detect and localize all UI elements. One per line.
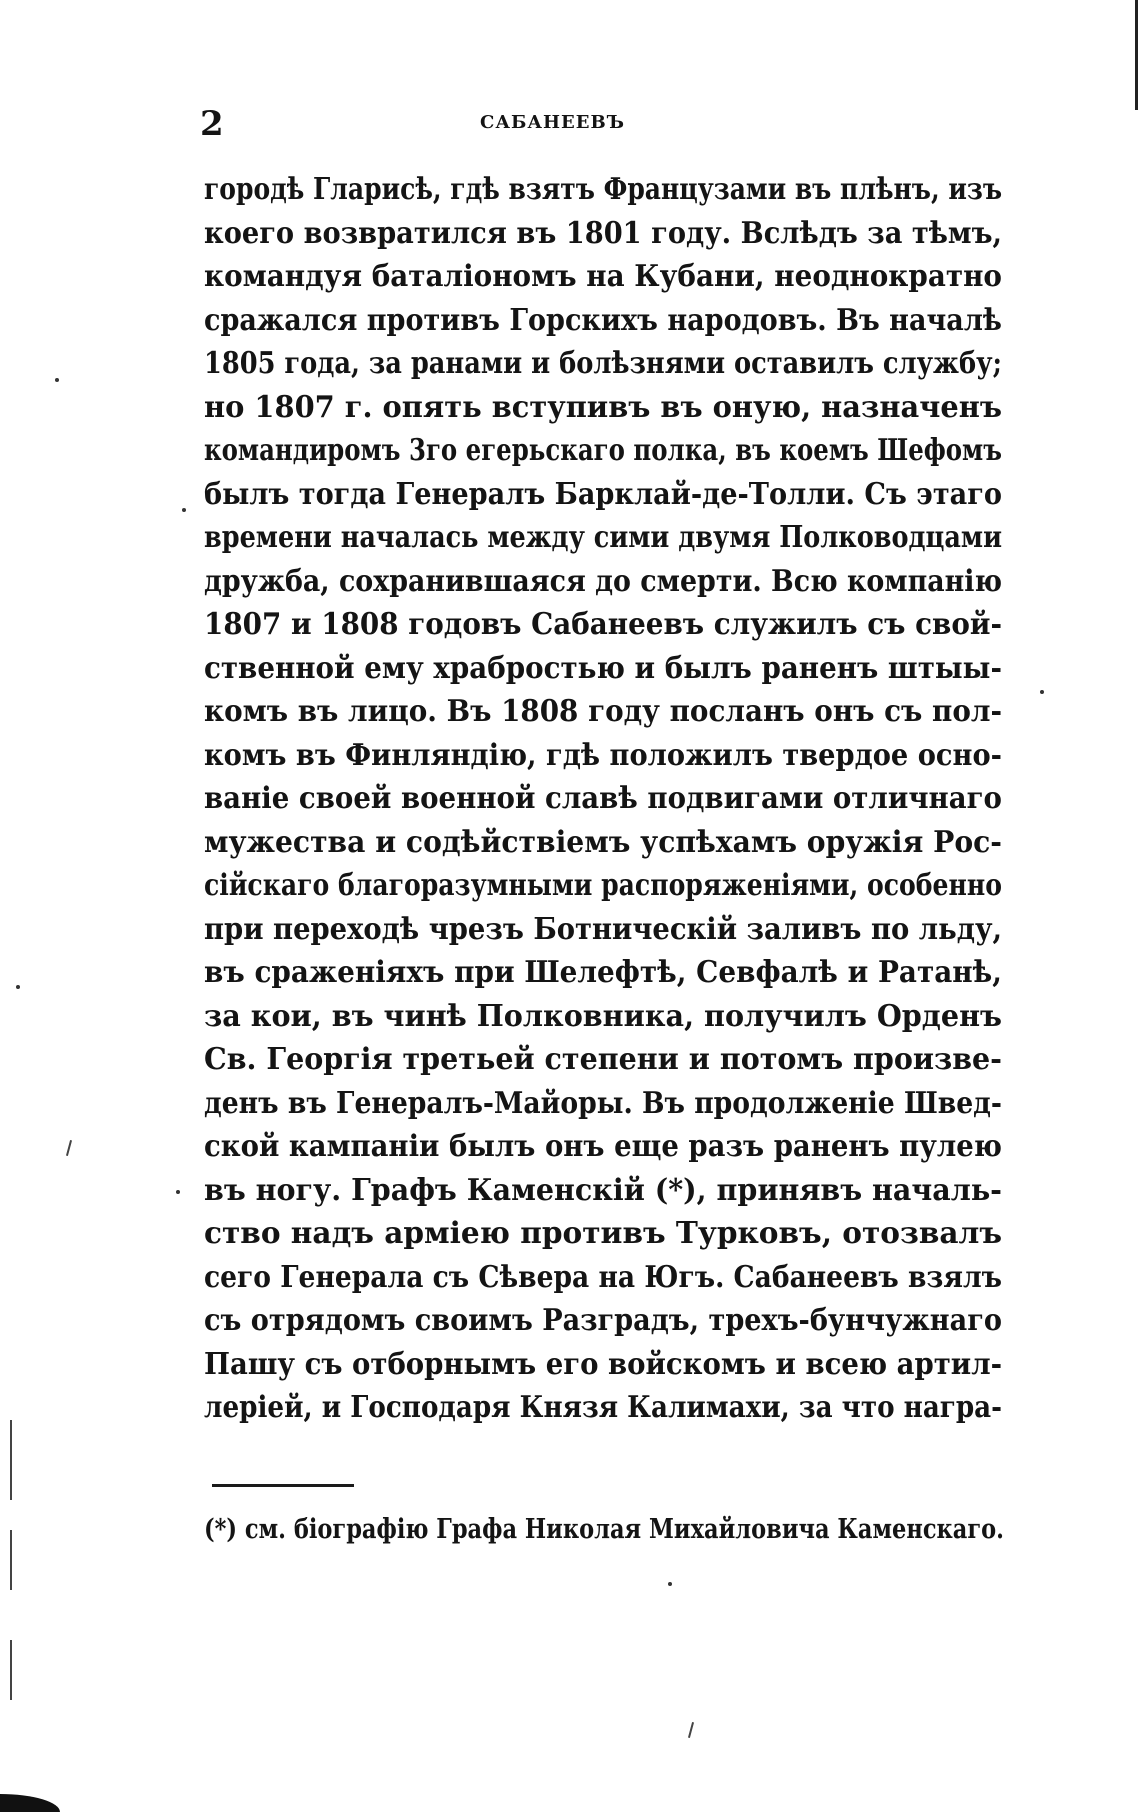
text-line: ской кампаніи былъ онъ еще разъ раненъ пулею xyxy=(204,1129,1002,1164)
text-line: городѣ Гларисѣ, гдѣ взятъ Французами въ плѣнъ, изъ xyxy=(204,172,1003,207)
scan-speck xyxy=(16,985,20,989)
text-line: комъ въ лицо. Въ 1808 году посланъ онъ съ пол- xyxy=(204,694,1003,729)
text-line: въ ногу. Графъ Каменскій (*), принявъ началь- xyxy=(204,1172,1003,1208)
text-line: комъ въ Финляндію, гдѣ положилъ твердое осно- xyxy=(204,737,1002,773)
page-number: 2 xyxy=(200,104,224,144)
text-line: леріей, и Господаря Князя Калимахи, за что награ- xyxy=(204,1390,1003,1425)
footnote-rule xyxy=(212,1484,354,1487)
text-line: денъ въ Генералъ-Майоры. Въ продолженіе Швед- xyxy=(204,1085,1002,1121)
text-line: за кои, въ чинѣ Полковника, получилъ Орденъ xyxy=(204,998,1002,1034)
text-line: коего возвратился въ 1801 году. Вслѣдъ за тѣмъ, xyxy=(204,215,1003,251)
scan-edge-mark xyxy=(10,1420,12,1500)
text-line: ственной ему храбростью и былъ раненъ штыы- xyxy=(204,650,1002,686)
text-line: сего Генерала съ Сѣвера на Югъ. Сабанеевъ взялъ xyxy=(204,1259,1003,1295)
scan-speck xyxy=(176,1190,180,1194)
text-line: Св. Георгія третьей степени и потомъ произве- xyxy=(204,1042,1003,1077)
text-line: Пашу съ отборнымъ его войскомъ и всею артил- xyxy=(204,1346,1003,1382)
text-line: былъ тогда Генералъ Барклай-де-Толли. Съ этаго xyxy=(204,476,1002,512)
text-line: но 1807 г. опять вступивъ въ оную, назначенъ xyxy=(204,389,1002,425)
scan-edge-mark xyxy=(10,1530,12,1590)
text-line: командиромъ 3го егерьскаго полка, въ коемъ Шефомъ xyxy=(204,433,1002,468)
scan-speck xyxy=(182,508,186,512)
text-line: съ отрядомъ своимъ Разградъ, трехъ-бунчужнаго xyxy=(204,1303,1002,1338)
footnote: (*) см. біографію Графа Николая Михайловича Каменскаго. xyxy=(204,1514,1004,1545)
text-line: мужества и содѣйствіемъ успѣхамъ оружія Рос- xyxy=(204,824,1002,860)
text-line: 1807 и 1808 годовъ Сабанеевъ служилъ съ свой- xyxy=(204,607,1003,642)
text-line: при переходѣ чрезъ Ботническій заливъ по льду, xyxy=(204,911,1003,947)
text-line: времени началась между сими двумя Полководцами xyxy=(204,520,1003,555)
scan-speck xyxy=(688,1722,694,1738)
running-head: САБАНЕЕВЪ xyxy=(480,112,625,133)
scan-edge-mark xyxy=(10,1640,12,1700)
scan-speck xyxy=(668,1582,672,1586)
text-line: сійскаго благоразумными распоряженіями, особенно xyxy=(204,868,1002,903)
scan-corner-blot xyxy=(0,1794,60,1812)
text-line: въ сраженіяхъ при Шелефтѣ, Севфалѣ и Ратанѣ, xyxy=(204,955,1002,990)
scan-speck xyxy=(66,1140,72,1156)
scan-edge-mark xyxy=(1135,0,1138,110)
scan-speck xyxy=(1040,690,1044,694)
body-text xyxy=(204,168,1002,1430)
text-line: ваніе своей военной славѣ подвигами отличнаго xyxy=(204,781,1002,816)
text-line: ство надъ арміею противъ Турковъ, отозвалъ xyxy=(204,1216,1002,1251)
scan-speck xyxy=(55,378,59,382)
text-line: сражался противъ Горскихъ народовъ. Въ началѣ xyxy=(204,302,1002,338)
text-line: 1805 года, за ранами и болѣзнями оставилъ службу; xyxy=(204,346,1002,381)
text-line: командуя баталіономъ на Кубани, неоднократно xyxy=(204,259,1002,294)
text-line: дружба, сохранившаяся до смерти. Всю компанію xyxy=(204,563,1002,599)
